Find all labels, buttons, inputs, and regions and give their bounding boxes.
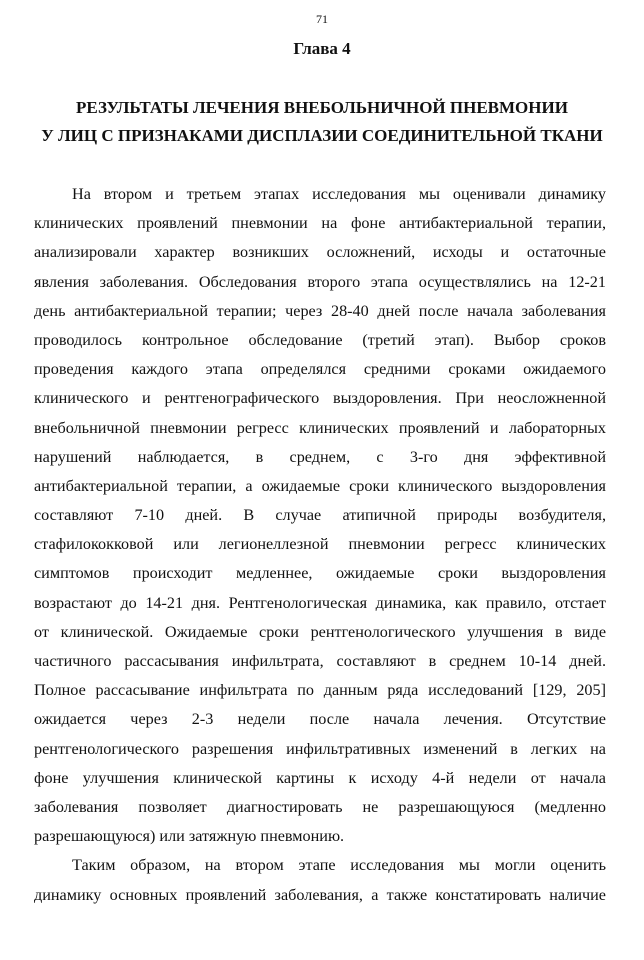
text-line: рентгенологического разрешения инфильтративных изменений в легких на xyxy=(34,739,606,758)
text-line: внебольничной пневмонии регресс клинических проявлений и лабораторных xyxy=(34,418,606,437)
paragraph xyxy=(34,851,606,909)
text-line: заболевания позволяет диагностировать не разрешающуюся (медленно xyxy=(34,797,606,816)
body-text xyxy=(34,180,606,910)
text-line: день антибактериальной терапии; через 28-40 дней после начала заболевания xyxy=(34,301,606,320)
text-line: составляют 7-10 дней. В случае атипичной природы возбудителя, xyxy=(34,506,606,525)
text-line: Полное рассасывание инфильтрата по данным ряда исследований [129, 205] xyxy=(34,681,606,700)
text-line: фоне улучшения клинической картины к исходу 4-й недели от начала xyxy=(34,768,606,787)
text-line: разрешающуюся) или затяжную пневмонию. xyxy=(34,827,345,846)
section-title-line: РЕЗУЛЬТАТЫ ЛЕЧЕНИЯ ВНЕБОЛЬНИЧНОЙ ПНЕВМОНИИ xyxy=(76,98,568,117)
text-line: клинических проявлений пневмонии на фоне антибактериальной терапии, xyxy=(34,214,606,233)
text-line: возрастают до 14-21 дня. Рентгенологическая динамика, как правило, отстает xyxy=(34,593,606,612)
section-title xyxy=(40,94,604,150)
text-line: анализировали характер возникших осложнений, исходы и остаточные xyxy=(34,243,606,262)
text-line: проводилось контрольное обследование (третий этап). Выбор сроков xyxy=(34,330,606,349)
text-line: Таким образом, на втором этапе исследования мы могли оценить xyxy=(72,856,606,875)
paragraph xyxy=(34,180,606,851)
text-line: симптомов происходит медленнее, ожидаемые сроки выздоровления xyxy=(34,564,606,583)
page-number: 71 xyxy=(316,12,328,26)
section-title-line: У ЛИЦ С ПРИЗНАКАМИ ДИСПЛАЗИИ СОЕДИНИТЕЛЬНОЙ ТКАНИ xyxy=(41,126,603,145)
text-line: клинического и рентгенографического выздоровления. При неосложненной xyxy=(34,389,606,408)
text-line: стафилококковой или легионеллезной пневмонии регресс клинических xyxy=(34,535,606,554)
text-line: проведения каждого этапа определялся средними сроками ожидаемого xyxy=(34,360,606,379)
text-line: антибактериальной терапии, а ожидаемые сроки клинического выздоровления xyxy=(34,476,606,495)
text-line: явления заболевания. Обследования второго этапа осуществлялись на 12-21 xyxy=(34,272,606,291)
text-line: ожидается через 2-3 недели после начала лечения. Отсутствие xyxy=(34,710,606,729)
text-line: На втором и третьем этапах исследования мы оценивали динамику xyxy=(72,185,606,203)
text-line: нарушений наблюдается, в среднем, с 3-го дня эффективной xyxy=(34,447,606,466)
text-line: динамику основных проявлений заболевания, а также констатировать наличие xyxy=(34,885,606,904)
chapter-heading: Глава 4 xyxy=(293,39,351,58)
text-line: от клинической. Ожидаемые сроки рентгенологического улучшения в виде xyxy=(34,622,606,641)
text-line: частичного рассасывания инфильтрата, составляют в среднем 10-14 дней. xyxy=(34,652,606,670)
